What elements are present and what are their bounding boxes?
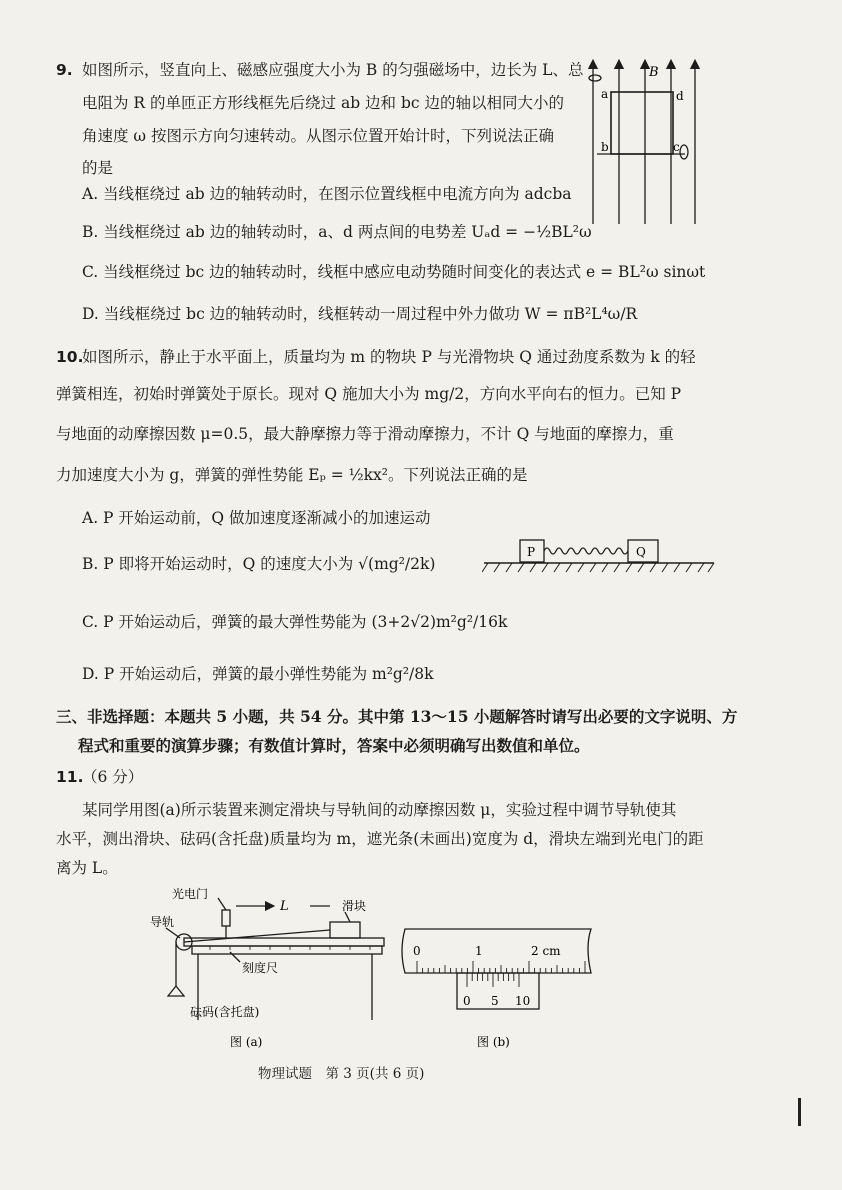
section-3-heading-line2: 程式和重要的演算步骤；有数值计算时，答案中必须明确写出数值和单位。 — [78, 736, 590, 755]
q10-stem-line3: 与地面的动摩擦因数 μ=0.5，最大静摩擦力等于滑动摩擦力，不计 Q 与地面的摩擦力，重 — [56, 425, 674, 443]
spring — [544, 548, 628, 554]
label-slider: 滑块 — [342, 899, 367, 913]
q11-stem-line1: 某同学用图(a)所示装置来测定滑块与导轨间的动摩擦因数 μ，实验过程中调节导轨使其 — [82, 801, 677, 819]
section-3-heading-line1: 三、非选择题：本题共 5 小题，共 54 分。其中第 13～15 小题解答时请写出必要的文字说明、方 — [56, 707, 738, 726]
q9-number: 9. — [56, 61, 73, 79]
q10-stem-line1: 如图所示，静止于水平面上，质量均为 m 的物块 P 与光滑物块 Q 通过劲度系数为 k 的轻 — [82, 348, 696, 366]
q10-option-a: A. P 开始运动前，Q 做加速度逐渐减小的加速运动 — [82, 509, 431, 527]
q10-option-b: B. P 即将开始运动时，Q 的速度大小为 √(mg²/2k) — [82, 555, 436, 573]
q10-number: 10. — [56, 348, 84, 366]
figure-a-caption: 图 (a) — [230, 1035, 263, 1049]
label-p: P — [527, 545, 536, 559]
square-coil — [611, 92, 673, 154]
label-weight: 砝码(含托盘) — [190, 1005, 260, 1019]
q9-magnetic-field-figure — [585, 56, 703, 226]
label-a: a — [601, 87, 609, 101]
ruler — [192, 946, 382, 954]
slider-block — [330, 922, 360, 938]
string — [184, 930, 330, 942]
q9-option-c: C. 当线框绕过 bc 边的轴转动时，线框中感应电动势随时间变化的表达式 e = BL²ω sinωt — [82, 263, 706, 281]
q11-score: （6 分） — [82, 768, 144, 786]
vernier-label-10: 10 — [515, 994, 531, 1008]
q10-option-c: C. P 开始运动后，弹簧的最大弹性势能为 (3+2√2)m²g²/16k — [82, 613, 508, 631]
main-scale-label-0: 0 — [413, 944, 421, 958]
label-b-field: B — [649, 65, 659, 80]
q10-stem-line2: 弹簧相连，初始时弹簧处于原长。现对 Q 施加大小为 mg/2，方向水平向右的恒力。已知 P — [56, 385, 682, 403]
vernier-scale-ticks — [467, 973, 519, 987]
q9-option-d: D. 当线框绕过 bc 边的轴转动时，线框转动一周过程中外力做功 W = πB²L⁴ω/R — [82, 305, 638, 323]
q9-stem-line4: 的是 — [82, 159, 114, 177]
q9-stem-line1: 如图所示，竖直向上、磁感应强度大小为 B 的匀强磁场中，边长为 L、总 — [82, 61, 584, 79]
label-c: c — [673, 140, 680, 154]
page-footer: 物理试题 第 3 页(共 6 页) — [258, 1066, 425, 1082]
ground-hatch — [482, 563, 714, 572]
figure-b-caption: 图 (b) — [477, 1035, 510, 1049]
q11-stem-line2: 水平，测出滑块、砝码(含托盘)质量均为 m，遮光条(未画出)宽度为 d，滑块左端到光电门的距 — [56, 830, 704, 848]
q10-stem-line4: 力加速度大小为 g，弹簧的弹性势能 Eₚ = ½kx²。下列说法正确的是 — [56, 466, 528, 484]
q10-spring-block-figure — [482, 536, 782, 576]
label-ruler: 刻度尺 — [242, 961, 279, 975]
q10-option-d: D. P 开始运动后，弹簧的最小弹性势能为 m²g²/8k — [82, 665, 434, 683]
q11-figure-a-apparatus — [150, 880, 395, 1050]
margin-mark — [798, 1098, 801, 1126]
q11-number: 11. — [56, 768, 84, 786]
photogate — [222, 910, 230, 926]
rotation-arrow-icon — [680, 145, 688, 159]
label-b: b — [601, 140, 609, 154]
vernier-label-0: 0 — [463, 994, 471, 1008]
rotation-arrow-icon — [589, 75, 601, 81]
label-q: Q — [636, 545, 646, 559]
q11-figure-b-vernier-caliper — [395, 925, 600, 1050]
main-scale-label-2: 2 cm — [531, 944, 561, 958]
q9-option-b: B. 当线框绕过 ab 边的轴转动时，a、d 两点间的电势差 Uₐd = −½BL²ω — [82, 223, 592, 241]
q11-stem-line3: 离为 L。 — [56, 859, 118, 877]
q9-stem-line2: 电阻为 R 的单匝正方形线框先后绕过 ab 边和 bc 边的轴以相同大小的 — [82, 94, 565, 112]
weight-tray-icon — [168, 986, 184, 996]
q9-stem-line3: 角速度 ω 按图示方向匀速转动。从图示位置开始计时，下列说法正确 — [82, 127, 554, 145]
label-d: d — [676, 89, 684, 103]
q9-option-a: A. 当线框绕过 ab 边的轴转动时，在图示位置线框中电流方向为 adcba — [82, 185, 572, 203]
label-distance-l: L — [280, 899, 289, 914]
main-scale-ticks — [417, 961, 585, 973]
main-scale-body — [402, 929, 591, 973]
label-rail: 导轨 — [150, 915, 175, 929]
vernier-label-5: 5 — [491, 994, 499, 1008]
main-scale-label-1: 1 — [475, 944, 483, 958]
label-photogate: 光电门 — [172, 887, 209, 901]
